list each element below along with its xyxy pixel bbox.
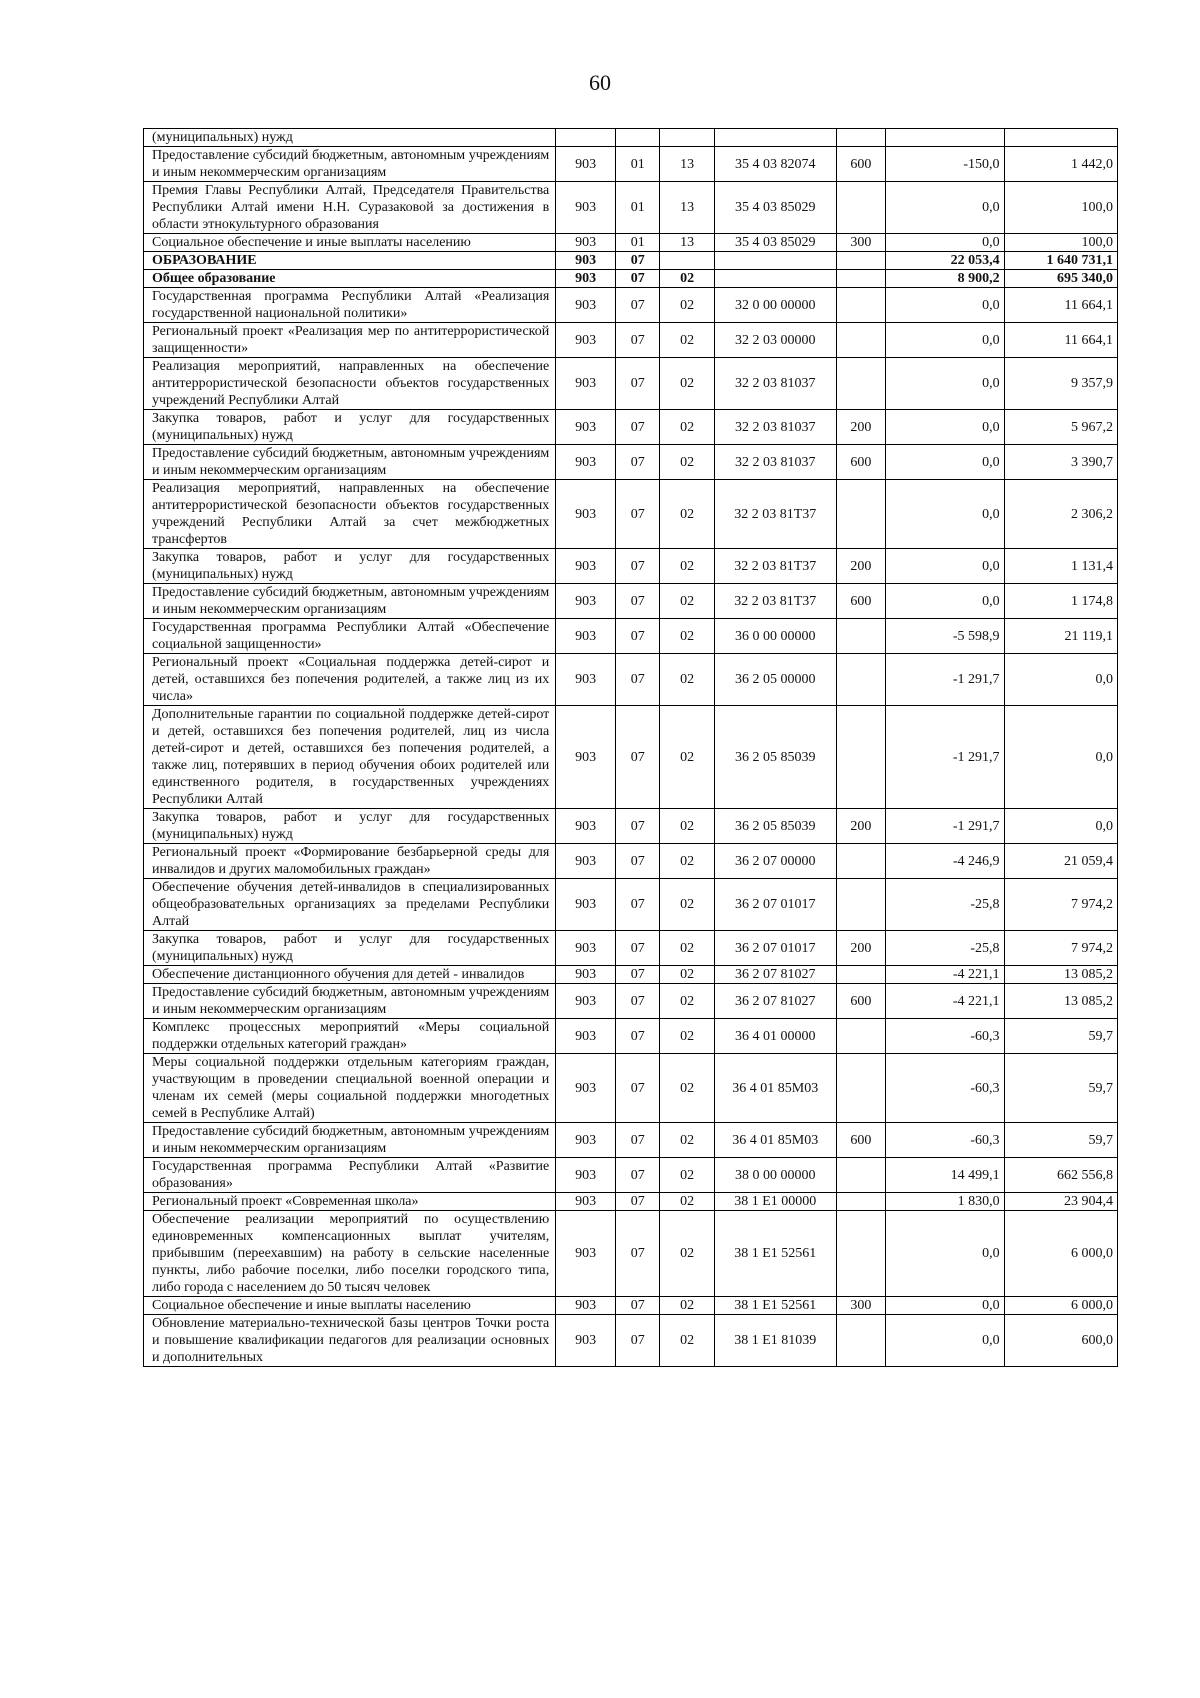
total-amount-cell <box>1004 129 1117 147</box>
ministry-code-cell: 903 <box>556 966 616 984</box>
subsection-code-cell: 02 <box>660 619 715 654</box>
target-article-cell: 32 2 03 81037 <box>714 410 836 445</box>
total-amount-cell: 21 059,4 <box>1004 844 1117 879</box>
target-article-cell: 36 2 07 01017 <box>714 931 836 966</box>
total-amount-cell: 6 000,0 <box>1004 1211 1117 1297</box>
section-code-cell: 07 <box>616 966 660 984</box>
subsection-code-cell: 02 <box>660 288 715 323</box>
section-code-cell: 07 <box>616 1123 660 1158</box>
row-name-cell: Дополнительные гарантии по социальной поддержке детей-сирот и детей, оставшихся без попечения родителей, лиц из числа детей-сирот и детей, оставшихся без попечения родителей, а также лиц, потерявших в период обучения обоих родителей или единственного родителя, в государственных учреждениях Республики Алтай <box>144 706 556 809</box>
target-article-cell: 32 2 03 81Т37 <box>714 549 836 584</box>
table-row <box>144 931 1118 966</box>
total-amount-cell: 1 131,4 <box>1004 549 1117 584</box>
total-amount-cell: 7 974,2 <box>1004 879 1117 931</box>
table-row <box>144 1297 1118 1315</box>
ministry-code-cell: 903 <box>556 1297 616 1315</box>
subsection-code-cell: 13 <box>660 182 715 234</box>
row-name-cell: Региональный проект «Формирование безбарьерной среды для инвалидов и других маломобильных граждан» <box>144 844 556 879</box>
table-row <box>144 234 1118 252</box>
total-amount-cell: 5 967,2 <box>1004 410 1117 445</box>
section-code-cell: 07 <box>616 1193 660 1211</box>
expense-type-cell: 200 <box>836 549 885 584</box>
row-name-cell: Обеспечение обучения детей-инвалидов в специализированных общеобразовательных организациях за пределами Республики Алтай <box>144 879 556 931</box>
change-amount-cell: -60,3 <box>886 1019 1005 1054</box>
section-code-cell: 07 <box>616 1211 660 1297</box>
target-article-cell: 36 2 07 00000 <box>714 844 836 879</box>
target-article-cell: 36 2 05 85039 <box>714 809 836 844</box>
total-amount-cell: 59,7 <box>1004 1123 1117 1158</box>
subsection-code-cell: 02 <box>660 931 715 966</box>
total-amount-cell: 0,0 <box>1004 809 1117 844</box>
expense-type-cell: 600 <box>836 984 885 1019</box>
expense-type-cell <box>836 182 885 234</box>
ministry-code-cell: 903 <box>556 147 616 182</box>
row-name-cell: Региональный проект «Современная школа» <box>144 1193 556 1211</box>
table-row <box>144 1054 1118 1123</box>
row-name-cell: Региональный проект «Социальная поддержка детей-сирот и детей, оставшихся без попечения родителей, а также лиц из их числа» <box>144 654 556 706</box>
expense-type-cell: 600 <box>836 445 885 480</box>
total-amount-cell: 1 640 731,1 <box>1004 252 1117 270</box>
ministry-code-cell: 903 <box>556 182 616 234</box>
ministry-code-cell: 903 <box>556 584 616 619</box>
total-amount-cell: 695 340,0 <box>1004 270 1117 288</box>
section-code-cell: 07 <box>616 654 660 706</box>
total-amount-cell: 13 085,2 <box>1004 966 1117 984</box>
section-code-cell: 07 <box>616 410 660 445</box>
change-amount-cell: -4 221,1 <box>886 966 1005 984</box>
subsection-code-cell: 02 <box>660 358 715 410</box>
section-code-cell: 07 <box>616 1019 660 1054</box>
subsection-code-cell: 02 <box>660 879 715 931</box>
section-code-cell: 07 <box>616 1158 660 1193</box>
table-row <box>144 984 1118 1019</box>
row-name-cell: Премия Главы Республики Алтай, Председателя Правительства Республики Алтай имени Н.Н. Суразаковой за достижения в области этнокультурного образования <box>144 182 556 234</box>
table-row <box>144 844 1118 879</box>
target-article-cell: 36 4 01 85М03 <box>714 1123 836 1158</box>
subsection-code-cell: 02 <box>660 323 715 358</box>
total-amount-cell: 662 556,8 <box>1004 1158 1117 1193</box>
ministry-code-cell: 903 <box>556 654 616 706</box>
table-row <box>144 410 1118 445</box>
subsection-code-cell: 02 <box>660 1315 715 1367</box>
subsection-code-cell: 02 <box>660 549 715 584</box>
subsection-code-cell: 02 <box>660 410 715 445</box>
subsection-code-cell: 02 <box>660 1123 715 1158</box>
ministry-code-cell: 903 <box>556 706 616 809</box>
subsection-code-cell: 02 <box>660 445 715 480</box>
table-row <box>144 619 1118 654</box>
table-row <box>144 252 1118 270</box>
expense-type-cell <box>836 1019 885 1054</box>
subsection-code-cell: 13 <box>660 234 715 252</box>
change-amount-cell: 14 499,1 <box>886 1158 1005 1193</box>
page-number: 60 <box>589 70 611 95</box>
section-code-cell: 01 <box>616 182 660 234</box>
row-name-cell: Обеспечение реализации мероприятий по осуществлению единовременных компенсационных выплат учителям, прибывшим (переехавшим) на работу в сельские населенные пункты, либо рабочие поселки, либо поселки городского типа, либо города с населением до 50 тысяч человек <box>144 1211 556 1297</box>
row-name-cell: Государственная программа Республики Алтай «Обеспечение социальной защищенности» <box>144 619 556 654</box>
subsection-code-cell: 02 <box>660 654 715 706</box>
section-code-cell: 07 <box>616 445 660 480</box>
target-article-cell: 38 1 Е1 52561 <box>714 1297 836 1315</box>
expense-type-cell <box>836 1211 885 1297</box>
total-amount-cell: 3 390,7 <box>1004 445 1117 480</box>
expense-type-cell: 600 <box>836 147 885 182</box>
expense-type-cell <box>836 1054 885 1123</box>
target-article-cell: 38 1 Е1 52561 <box>714 1211 836 1297</box>
change-amount-cell: 0,0 <box>886 1297 1005 1315</box>
budget-table-body <box>144 129 1118 1367</box>
total-amount-cell: 13 085,2 <box>1004 984 1117 1019</box>
ministry-code-cell: 903 <box>556 445 616 480</box>
target-article-cell: 32 2 03 81Т37 <box>714 480 836 549</box>
target-article-cell: 32 2 03 81Т37 <box>714 584 836 619</box>
change-amount-cell: 8 900,2 <box>886 270 1005 288</box>
change-amount-cell: -1 291,7 <box>886 654 1005 706</box>
row-name-cell: Социальное обеспечение и иные выплаты населению <box>144 1297 556 1315</box>
table-row <box>144 706 1118 809</box>
subsection-code-cell: 02 <box>660 966 715 984</box>
target-article-cell: 35 4 03 85029 <box>714 182 836 234</box>
ministry-code-cell: 903 <box>556 809 616 844</box>
total-amount-cell: 59,7 <box>1004 1019 1117 1054</box>
section-code-cell: 07 <box>616 323 660 358</box>
ministry-code-cell: 903 <box>556 234 616 252</box>
section-code-cell: 07 <box>616 288 660 323</box>
table-row <box>144 445 1118 480</box>
change-amount-cell: 22 053,4 <box>886 252 1005 270</box>
change-amount-cell: -5 598,9 <box>886 619 1005 654</box>
table-row <box>144 966 1118 984</box>
target-article-cell: 36 0 00 00000 <box>714 619 836 654</box>
target-article-cell: 36 2 07 81027 <box>714 984 836 1019</box>
row-name-cell: Предоставление субсидий бюджетным, автономным учреждениям и иным некоммерческим организациям <box>144 584 556 619</box>
section-code-cell: 07 <box>616 549 660 584</box>
table-row <box>144 480 1118 549</box>
target-article-cell: 36 4 01 85М03 <box>714 1054 836 1123</box>
row-name-cell: Предоставление субсидий бюджетным, автономным учреждениям и иным некоммерческим организациям <box>144 147 556 182</box>
target-article-cell: 36 4 01 00000 <box>714 1019 836 1054</box>
table-row <box>144 809 1118 844</box>
row-name-cell: Обеспечение дистанционного обучения для детей - инвалидов <box>144 966 556 984</box>
table-row <box>144 147 1118 182</box>
expense-type-cell: 300 <box>836 1297 885 1315</box>
target-article-cell: 35 4 03 82074 <box>714 147 836 182</box>
change-amount-cell: 0,0 <box>886 234 1005 252</box>
section-code-cell: 07 <box>616 931 660 966</box>
target-article-cell: 36 2 07 01017 <box>714 879 836 931</box>
expense-type-cell <box>836 706 885 809</box>
ministry-code-cell: 903 <box>556 323 616 358</box>
subsection-code-cell: 02 <box>660 706 715 809</box>
table-row <box>144 879 1118 931</box>
row-name-cell: Предоставление субсидий бюджетным, автономным учреждениям и иным некоммерческим организациям <box>144 445 556 480</box>
total-amount-cell: 100,0 <box>1004 182 1117 234</box>
subsection-code-cell: 02 <box>660 270 715 288</box>
row-name-cell: Государственная программа Республики Алтай «Развитие образования» <box>144 1158 556 1193</box>
ministry-code-cell: 903 <box>556 549 616 584</box>
section-code-cell <box>616 129 660 147</box>
ministry-code-cell: 903 <box>556 252 616 270</box>
budget-table <box>143 128 1118 1367</box>
ministry-code-cell: 903 <box>556 410 616 445</box>
table-row <box>144 549 1118 584</box>
section-code-cell: 01 <box>616 234 660 252</box>
expense-type-cell <box>836 966 885 984</box>
change-amount-cell: -60,3 <box>886 1054 1005 1123</box>
total-amount-cell: 21 119,1 <box>1004 619 1117 654</box>
change-amount-cell: 0,0 <box>886 549 1005 584</box>
row-name-cell: Предоставление субсидий бюджетным, автономным учреждениям и иным некоммерческим организациям <box>144 984 556 1019</box>
table-row <box>144 1211 1118 1297</box>
expense-type-cell: 200 <box>836 931 885 966</box>
table-row <box>144 654 1118 706</box>
section-code-cell: 07 <box>616 619 660 654</box>
expense-type-cell <box>836 480 885 549</box>
row-name-cell: ОБРАЗОВАНИЕ <box>144 252 556 270</box>
total-amount-cell: 11 664,1 <box>1004 288 1117 323</box>
total-amount-cell: 59,7 <box>1004 1054 1117 1123</box>
row-name-cell: Закупка товаров, работ и услуг для государственных (муниципальных) нужд <box>144 931 556 966</box>
subsection-code-cell: 02 <box>660 1193 715 1211</box>
row-name-cell: Общее образование <box>144 270 556 288</box>
row-name-cell: (муниципальных) нужд <box>144 129 556 147</box>
ministry-code-cell: 903 <box>556 1054 616 1123</box>
expense-type-cell <box>836 1158 885 1193</box>
ministry-code-cell: 903 <box>556 288 616 323</box>
change-amount-cell: -60,3 <box>886 1123 1005 1158</box>
expense-type-cell: 200 <box>836 809 885 844</box>
expense-type-cell <box>836 252 885 270</box>
ministry-code-cell <box>556 129 616 147</box>
ministry-code-cell: 903 <box>556 931 616 966</box>
section-code-cell: 07 <box>616 1315 660 1367</box>
total-amount-cell: 0,0 <box>1004 654 1117 706</box>
subsection-code-cell: 02 <box>660 1211 715 1297</box>
ministry-code-cell: 903 <box>556 1211 616 1297</box>
target-article-cell: 38 0 00 00000 <box>714 1158 836 1193</box>
change-amount-cell: -25,8 <box>886 879 1005 931</box>
target-article-cell: 38 1 Е1 00000 <box>714 1193 836 1211</box>
section-code-cell: 07 <box>616 584 660 619</box>
ministry-code-cell: 903 <box>556 844 616 879</box>
expense-type-cell <box>836 654 885 706</box>
ministry-code-cell: 903 <box>556 270 616 288</box>
row-name-cell: Закупка товаров, работ и услуг для государственных (муниципальных) нужд <box>144 410 556 445</box>
total-amount-cell: 2 306,2 <box>1004 480 1117 549</box>
total-amount-cell: 1 174,8 <box>1004 584 1117 619</box>
change-amount-cell: -1 291,7 <box>886 706 1005 809</box>
row-name-cell: Закупка товаров, работ и услуг для государственных (муниципальных) нужд <box>144 809 556 844</box>
section-code-cell: 07 <box>616 358 660 410</box>
target-article-cell <box>714 129 836 147</box>
expense-type-cell <box>836 844 885 879</box>
row-name-cell: Реализация мероприятий, направленных на обеспечение антитеррористической безопасности объектов государственных учреждений Республики Алтай за счет межбюджетных трансфертов <box>144 480 556 549</box>
row-name-cell: Предоставление субсидий бюджетным, автономным учреждениям и иным некоммерческим организациям <box>144 1123 556 1158</box>
table-row <box>144 270 1118 288</box>
change-amount-cell <box>886 129 1005 147</box>
expense-type-cell: 600 <box>836 1123 885 1158</box>
table-row <box>144 1193 1118 1211</box>
ministry-code-cell: 903 <box>556 1193 616 1211</box>
section-code-cell: 07 <box>616 809 660 844</box>
subsection-code-cell: 02 <box>660 1158 715 1193</box>
section-code-cell: 07 <box>616 879 660 931</box>
row-name-cell: Государственная программа Республики Алтай «Реализация государственной национальной политики» <box>144 288 556 323</box>
subsection-code-cell: 02 <box>660 1019 715 1054</box>
section-code-cell: 07 <box>616 270 660 288</box>
row-name-cell: Региональный проект «Реализация мер по антитеррористической защищенности» <box>144 323 556 358</box>
expense-type-cell <box>836 358 885 410</box>
expense-type-cell <box>836 619 885 654</box>
subsection-code-cell: 02 <box>660 809 715 844</box>
section-code-cell: 07 <box>616 984 660 1019</box>
expense-type-cell: 200 <box>836 410 885 445</box>
target-article-cell: 38 1 Е1 81039 <box>714 1315 836 1367</box>
change-amount-cell: 0,0 <box>886 445 1005 480</box>
total-amount-cell: 7 974,2 <box>1004 931 1117 966</box>
change-amount-cell: 0,0 <box>886 410 1005 445</box>
section-code-cell: 07 <box>616 480 660 549</box>
table-row <box>144 1019 1118 1054</box>
change-amount-cell: -25,8 <box>886 931 1005 966</box>
change-amount-cell: 0,0 <box>886 323 1005 358</box>
ministry-code-cell: 903 <box>556 358 616 410</box>
subsection-code-cell: 02 <box>660 984 715 1019</box>
ministry-code-cell: 903 <box>556 984 616 1019</box>
target-article-cell: 32 2 03 81037 <box>714 445 836 480</box>
target-article-cell: 32 2 03 81037 <box>714 358 836 410</box>
expense-type-cell <box>836 323 885 358</box>
section-code-cell: 01 <box>616 147 660 182</box>
subsection-code-cell: 02 <box>660 844 715 879</box>
table-row <box>144 1315 1118 1367</box>
row-name-cell: Обновление материально-технической базы центров Точки роста и повышение квалификации педагогов для реализации основных и дополнительных <box>144 1315 556 1367</box>
expense-type-cell <box>836 1193 885 1211</box>
subsection-code-cell: 02 <box>660 1054 715 1123</box>
expense-type-cell <box>836 1315 885 1367</box>
section-code-cell: 07 <box>616 1297 660 1315</box>
expense-type-cell: 300 <box>836 234 885 252</box>
expense-type-cell <box>836 879 885 931</box>
target-article-cell <box>714 252 836 270</box>
target-article-cell: 36 2 05 85039 <box>714 706 836 809</box>
table-row <box>144 1158 1118 1193</box>
subsection-code-cell: 02 <box>660 480 715 549</box>
change-amount-cell: 0,0 <box>886 584 1005 619</box>
table-row <box>144 323 1118 358</box>
table-row <box>144 129 1118 147</box>
section-code-cell: 07 <box>616 844 660 879</box>
subsection-code-cell <box>660 129 715 147</box>
expense-type-cell <box>836 129 885 147</box>
target-article-cell: 32 2 03 00000 <box>714 323 836 358</box>
row-name-cell: Комплекс процессных мероприятий «Меры социальной поддержки отдельных категорий граждан» <box>144 1019 556 1054</box>
ministry-code-cell: 903 <box>556 1158 616 1193</box>
subsection-code-cell: 02 <box>660 584 715 619</box>
subsection-code-cell: 13 <box>660 147 715 182</box>
expense-type-cell <box>836 288 885 323</box>
change-amount-cell: 1 830,0 <box>886 1193 1005 1211</box>
change-amount-cell: 0,0 <box>886 358 1005 410</box>
row-name-cell: Закупка товаров, работ и услуг для государственных (муниципальных) нужд <box>144 549 556 584</box>
target-article-cell: 35 4 03 85029 <box>714 234 836 252</box>
table-row <box>144 584 1118 619</box>
table-row <box>144 358 1118 410</box>
total-amount-cell: 6 000,0 <box>1004 1297 1117 1315</box>
change-amount-cell: -150,0 <box>886 147 1005 182</box>
ministry-code-cell: 903 <box>556 879 616 931</box>
ministry-code-cell: 903 <box>556 619 616 654</box>
target-article-cell <box>714 270 836 288</box>
ministry-code-cell: 903 <box>556 1019 616 1054</box>
total-amount-cell: 600,0 <box>1004 1315 1117 1367</box>
total-amount-cell: 23 904,4 <box>1004 1193 1117 1211</box>
change-amount-cell: 0,0 <box>886 1315 1005 1367</box>
total-amount-cell: 100,0 <box>1004 234 1117 252</box>
row-name-cell: Меры социальной поддержки отдельным категориям граждан, участвующим в проведении специальной военной операции и членам их семей (меры социальной поддержки многодетных семей в Республике Алтай) <box>144 1054 556 1123</box>
table-row <box>144 1123 1118 1158</box>
total-amount-cell: 9 357,9 <box>1004 358 1117 410</box>
change-amount-cell: 0,0 <box>886 288 1005 323</box>
subsection-code-cell <box>660 252 715 270</box>
target-article-cell: 36 2 07 81027 <box>714 966 836 984</box>
ministry-code-cell: 903 <box>556 1315 616 1367</box>
total-amount-cell: 11 664,1 <box>1004 323 1117 358</box>
change-amount-cell: -1 291,7 <box>886 809 1005 844</box>
change-amount-cell: 0,0 <box>886 480 1005 549</box>
change-amount-cell: -4 221,1 <box>886 984 1005 1019</box>
target-article-cell: 32 0 00 00000 <box>714 288 836 323</box>
section-code-cell: 07 <box>616 252 660 270</box>
total-amount-cell: 1 442,0 <box>1004 147 1117 182</box>
target-article-cell: 36 2 05 00000 <box>714 654 836 706</box>
total-amount-cell: 0,0 <box>1004 706 1117 809</box>
subsection-code-cell: 02 <box>660 1297 715 1315</box>
ministry-code-cell: 903 <box>556 480 616 549</box>
row-name-cell: Реализация мероприятий, направленных на обеспечение антитеррористической безопасности объектов государственных учреждений Республики Алтай <box>144 358 556 410</box>
table-row <box>144 288 1118 323</box>
change-amount-cell: 0,0 <box>886 1211 1005 1297</box>
ministry-code-cell: 903 <box>556 1123 616 1158</box>
expense-type-cell: 600 <box>836 584 885 619</box>
section-code-cell: 07 <box>616 706 660 809</box>
change-amount-cell: 0,0 <box>886 182 1005 234</box>
change-amount-cell: -4 246,9 <box>886 844 1005 879</box>
section-code-cell: 07 <box>616 1054 660 1123</box>
table-row <box>144 182 1118 234</box>
row-name-cell: Социальное обеспечение и иные выплаты населению <box>144 234 556 252</box>
expense-type-cell <box>836 270 885 288</box>
